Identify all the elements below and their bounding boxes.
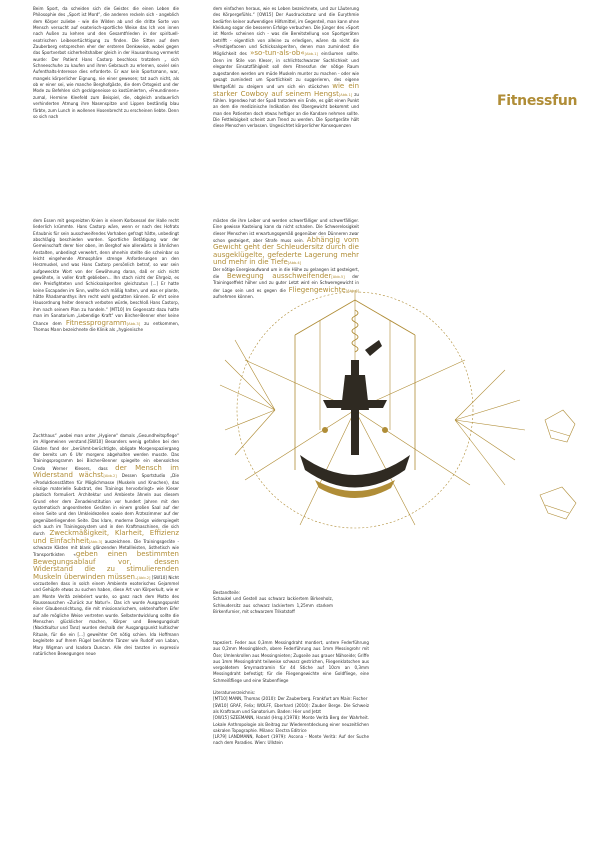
text-column-top-left [33, 6, 179, 120]
materials-label: Bestandteile: [213, 590, 241, 595]
bibliography-entry: [OW15] SZEEMANN, Harald (Hrsg.)(1978): Monte Verità Berg der Wahrheit. Lokale Anthropologie als Beitrag zur Wiederentdeckung einer neuzeitlichen sakralen Topographie. Milano: Electra Editrice [213, 715, 369, 733]
highlight-quote: wie ein starker Cowboy auf seinem Hengst [213, 82, 360, 98]
figure-reference: [Abb.1] [338, 92, 353, 97]
text-column-bottom-left [33, 433, 179, 657]
body-text: mästen die ihre Leiber und werden schwerfälliger und schwerfälliger. Eine gewisse Kasteiung kann da nicht schaden. Die Schwerelosigkeit dieser Menschen ist erwartungsgemäß gegenüber den Dünneren zwar schon gesteigert, aber Strafe muss sein. [213, 218, 359, 244]
figure-reference: [Abb.3] [126, 321, 141, 326]
body-text: Zuchthaus“ „wobei man unter „Hygiene“ damals „Gesundheitspflege“ im Allgemeinen verstand.[SW10] Besonders wenig gefallen bei den Gästen fand der „berühmt-berüchtigte, obligate Morgenspaziergang der bereits um 6 Uhr morgens abgehalten werden musste. Das Trainingsprogramm bei Bircher-Benner spiegelte ein ebensolches Credo Werner Klesers, dass [33, 433, 179, 471]
body-text: dem Essen mit gespreizten Knien in einem Korbsessel der Halle recht liederlich krümmte. Hans Castorp wäre, wenn er nach des Hofrats Erlaubnis für sein ausschweifendes Vorhaben gefragt hätte, unbedingt abschlägig beschieden worden. Sportliche Betätigung war der Gemeinschaft derer hier oben, im Berghof wie allerwärts in ähnlichen Anstalten, unbedingt verwehrt, denn ohnehin stellte die scheinbar so leicht eingehende Atmosphäre strenge Anforderungen an den Herzmuskel, und was Hans Castorp persönlich betraf, so war sein aufgeweckte Wort von der Gewöhnung daran, daß er sich nicht gewöhnte, in voller Kraft geblieben... Ihn stach nicht der Ehrgeiz, es den Preisfighteten und Schicksalsperiten gleichzutun [...] Er hatte keine Escapaden im Sinn, wollte sich mäßig halten, und was er plante, hätte Rhadamanthys ihm recht wohl gestatten können. Er ehrt seine Hausordnung heiter dennoch verboten würde, beschloß Hans Castorp, ihm nach seinem Plan zu handeln.“ [MT10] Im Gegensatz dazu hatte man im Sanatorium „Lebendige Kraft“ von Bircher-Benner eher keine Chance dem [33, 218, 179, 326]
highlight-quote: geben einen bestimmten Bewegungsablauf vor, dessen Widerstand die zu stimulierenden Muskeln überwinden müssen. [33, 550, 179, 581]
fly-weight [382, 427, 388, 433]
figure-reference: [Abb.2] [103, 474, 117, 479]
motion-fan-right [455, 370, 525, 485]
body-text: Der nötige Energieaufwand um in die Höhe zu gelangen ist gesteigert, die [213, 266, 359, 279]
person-figure [365, 340, 382, 356]
person-figure [341, 375, 369, 410]
body-text: Dessen Sportstudio „Die «Produktionsstätten für Möglichmasse (Muskeln und Knochen), das einzige materielle Substrat, des Trainings hervorbringt» wie Kieser plastisch formuliert. Architektur und Ambiente ähneln aus diesem Grund eher dem Zenadeinstitution vor hundert Jahren mit den systematisch angeordneten Geräten in einem großen Saal auf der einen Seite und den Umkleidezellen sowie dem Ärztezimmer auf der gegenüberliegenden Seite. Das klare, moderne Design widerspiegelt sich auch im Trainingssystem und in den Kraftmaschinen, die sich durch [33, 473, 179, 537]
bibliography-entry: [LR79] LANDMANN, Robert (1979): Ascona - Monte Verità: Auf der Suche nach dem Paradies. Wien: Ullstein [213, 734, 369, 746]
page-heading: Fitnessfun [497, 93, 578, 109]
text-column-top-right [213, 6, 359, 130]
highlight-quote: »so-tun-als-ob« [250, 49, 305, 58]
highlight-quote: Fliegengewichte [288, 285, 346, 294]
bibliography-entry: [SW10] GRAF, Felix; WOLFF, Eberhard (2010): Zauber Berge. Die Schweiz als Kraftraum und Sanatorium. Baden: Hier und Jetzt [213, 702, 369, 714]
detail-sketch [545, 410, 575, 442]
highlight-quote: Fitnessprogramm [65, 318, 127, 327]
body-text: dem einfachen heraus, wie es Leben bezeichnete, und zur Läuterung des Körpergefühls.“ [OW15] Der Ausdruckstanz und die Eurythmie bedürfen keiner aufwendigen Hilfsmittel, im Gegenteil, man kann ohne Kleidung sogar die besseren Erfolge verbuchen. Die Jünger des »Sport ist Mord« scheinen sich - was die Bereitstellung von Sportgeräten betrifft - eigentlich von alleine zu erledigen, wären da nicht die «Prestigefaceen und Schicksalsperiten, denen man zumindest die Möglichkeit des [213, 6, 359, 57]
highlight-quote: Zweckmäßigkeit, Klarheit, Effizienz und Einfachheit [33, 529, 179, 545]
highlight-quote: der Mensch im Widerstand wächst [33, 463, 179, 480]
fitness-swing-drawing [205, 280, 600, 585]
materials-block [213, 590, 333, 615]
paragraph: Beim Sport, da scheiden sich die Geister. die einen Leben die Philosophie des „Sport ist Mord“, die anderen reckeln sich - angeblich dem Körper zuliebe - wie die Wilden ab und die dritte Sorte von Mensch versucht auf esoterisch-sportliche Weise das Ich von innen nach Außen zu kehren und den Gesamtfrieden in der spirituell-esotrischen Leibesertüchtigung zu finden. Die Sitten auf dem Zauberberg entsprechen eher der ersteren Denkweise, wobei gegen das Sportverbot sicherheitshalber gleich in der Hausordnung vermerkt wurde: Der Patient Hans Castorp beschloss trotzdem „ sich Schneeschuhe zu kaufen und ihren Gebrauch zu erlernen, soviel sein Aufenthalts-Interesse dies erforderte. Er war kein Sportsmann, war, mangels körperlicher Eignung, nie einer gewesen; tat auch nicht, als ob er einer sei, wie manche Berghofgäste, die dem Ortsgeist und der Mode zu Befehlen sich gecklgeneisse so kostümierten, «Freundinnen» zumal, Hermine Kleefeld zum Beispiel, die, obgleich andauerlich verhinderten Atmung ihre Nasenspitze und Lippen beständig blau färbte, zum Lunch in wollenen Hosenbrecht zu erscheinen liebte. Denn so sich nach [33, 6, 179, 119]
figure-reference: [Abb.3] [88, 539, 103, 544]
paragraph [213, 218, 359, 267]
motion-fan-left [220, 340, 275, 455]
text-column-middle-left [33, 218, 179, 333]
paragraph [213, 6, 359, 130]
body-text: einräumen sollte. Denn im Stile von Kleser, in schlichtschwarzer Sachlichkeit und eleganter Einsatzfähigkeit soll dem Fitnessfun der nötige Raum zugestanden werden um müde Muskeln munter zu machen - oder wie gesagt zumindest um Sportlichkeit zu suggerieren, des eigene Wertgefühl zu steigern und um sich ein stückchen [213, 51, 359, 90]
figure-reference: [Abb.1] [304, 52, 318, 57]
body-text: aufnehmen können. [213, 294, 254, 300]
body-text: der Trainingseffekt höher und zu guter Letzt wird ein Schweregewicht in der Lage sein und es gegen die [213, 274, 359, 293]
text-column-bottom-right [213, 640, 369, 747]
figure-reference: [Abb.5] [331, 275, 345, 279]
figure-reference: [Abb.4] [287, 261, 302, 266]
paragraph: tapeziert. Feder aus 0,3mm Messingdraht montiert, untere Federführung aus 0,2mm Messingblech, obere Federführung aus 1mm Messingrohr mit Öse; Umlenkrollen aus Messingnieten; Zugseile aus grauer Nähseide; Griffe aus 1mm Messingdraht teilweise schwarz gestrichen, Fliegenklatschen aus vergoldetem Smyrnastramin für 44 Stiche auf 10cm an 0,3mm Messingdraht befestigt; für die Fliegengewichte eine Goldfliege, eine Schmeißfliege und eine Stubenfliege [213, 640, 369, 683]
highlight-quote: Abhängig vom Gewicht geht der Schleudersitz durch die ausgeklügelte, gefederte Lagerung mehr und mehr in die Tiefe [213, 236, 359, 267]
materials-text: Schaukel und Gestell aus schwarz lackiertem Birkenholz, Schleudersitz aus schwarz lackiertem 1,25mm starkem Birkenfurnier, mit schwarzem Trikotstoff [213, 596, 333, 615]
body-text: [SW10] Nicht vorzustellen dass in solch einem Ambiente esoterisches Gejammel und Gehüpfe etwas zu suchen haben, diese Art von Körperkult, wie er am Monte Verità zelebriert wurde, so ganz nach dem Motto des Rousseauschen «Zurück zur Natur!». Das ich wurde Ausgangspunkt einer Glaubensrichtung, die mit missionarischem, sektenhaftem Eifer auf alle mögliche Weise vertreten wurde. Selbstentwicklung sollte die Menschen glücklicher machen, Körper und Bewegungskult (Nacktkultur und Tanz) wurden deshalb der Ausgangspunkt kultischer Rituale, für die ein [...] geweihter Ort nötig schien. Ida Hoffmann begleitete auf Ihrem Flügel berühmte Tänzer wie Rudolf von Laban, Mary Wigman und Isadora Duncan. Alle drei tanzten in expressiv natürlichen Bewegungen neue [33, 574, 179, 656]
bibliography-title: Literaturverzeichnis: [213, 690, 256, 696]
body-text: zu fühlen. Irgendwo hat der Spaß trotzdem ein Ende, es gibt einen Punkt an dem die medizinische Indikation des Übergewicht bekommt und man den Patienten doch etwas heftiger an die Kandare nehmen sollte. Die Fettleibigkeit scheint zum Trend zu werden. Die Sportgeräte hält diese Menschen verlassen. Ungesichtet körperlicher Konsequenzen [213, 91, 359, 129]
body-text: auszeichnen. Die Trainingsgeräte - schwarze Kästen mit blank glänzenden Metallleisten, ästhetisch wie Transportkisten « [33, 538, 179, 558]
fly-weight [322, 427, 328, 433]
body-text: zu entkommen, Thomas Mann bezeichnete die Klinik als „hygienische [33, 320, 179, 332]
paragraph [33, 218, 179, 333]
highlight-quote: Bewegung ausschweifender [226, 272, 332, 280]
figure-reference: [Abb.2] [137, 575, 151, 580]
bibliography-entry: [MT10] MANN, Thomas (2010): Der Zauberberg. Frankfurt am Main: Fischer [213, 696, 368, 702]
paragraph [33, 433, 179, 657]
detail-sketch [540, 487, 576, 519]
figure-reference: [Abb.6] [345, 288, 360, 293]
